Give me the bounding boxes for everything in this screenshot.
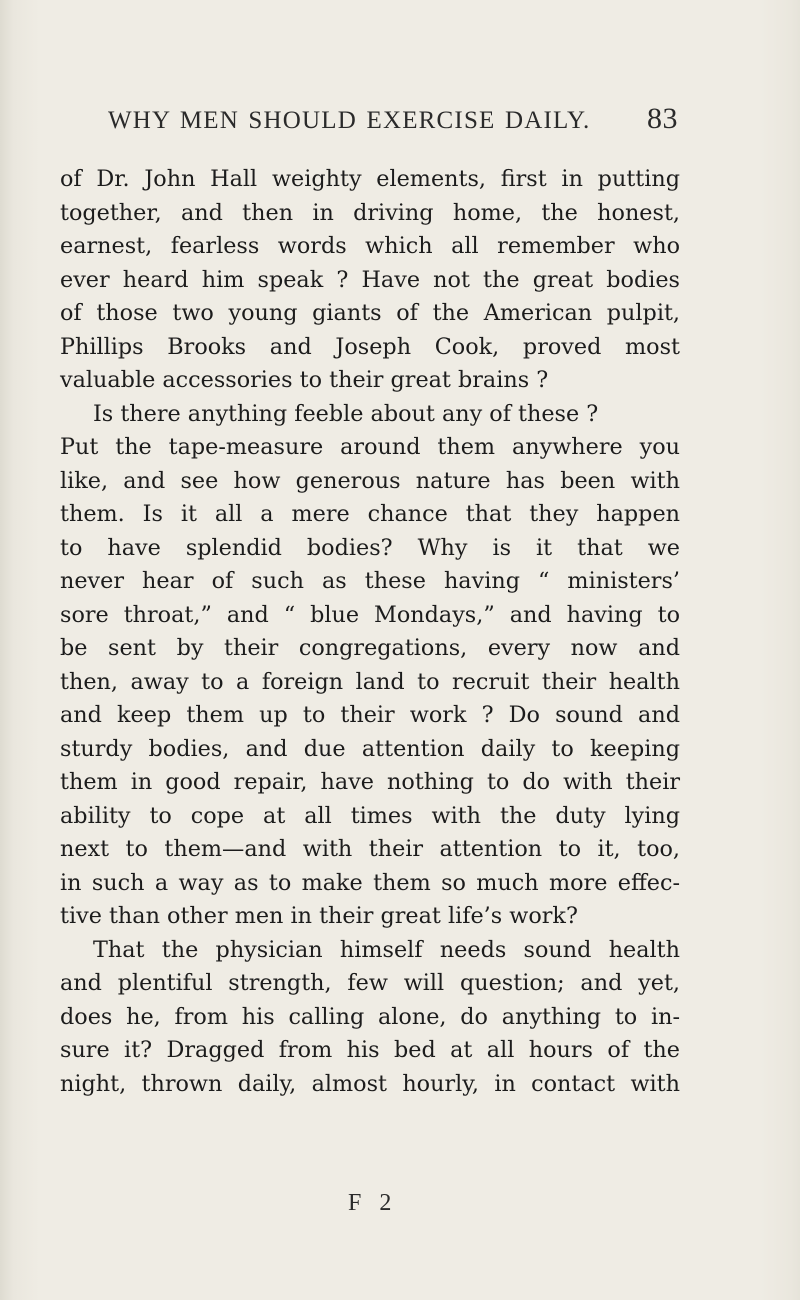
text-line: Phillips Brooks and Joseph Cook, proved most	[60, 333, 680, 360]
signature-mark: F 2	[348, 1190, 398, 1216]
text-line: sturdy bodies, and due attention daily to keeping	[60, 735, 680, 762]
text-line: earnest, fearless words which all remember who	[60, 233, 680, 259]
text-line: ever heard him speak ? Have not the great bodies	[60, 266, 680, 293]
text-line: ability to cope at all times with the duty lying	[60, 802, 680, 829]
text-line: and keep them up to their work ? Do sound and	[60, 702, 680, 728]
running-head-title: WHY MEN SHOULD EXERCISE DAILY.	[108, 107, 591, 134]
text-line: them. Is it all a mere chance that they happen	[60, 501, 680, 527]
text-line: valuable accessories to their great brains ?	[60, 367, 549, 393]
text-line: of those two young giants of the American pulpit,	[60, 300, 680, 326]
text-line: of Dr. John Hall weighty elements, first in putting	[60, 166, 680, 192]
text-line: then, away to a foreign land to recruit their health	[60, 668, 680, 695]
text-line: sore throat,” and “ blue Mondays,” and having to	[60, 601, 680, 628]
page-number: 83	[647, 102, 678, 135]
text-line: like, and see how generous nature has been with	[60, 467, 680, 494]
text-line: and plentiful strength, few will question; and yet,	[60, 970, 680, 996]
text-line: to have splendid bodies? Why is it that we	[60, 534, 680, 561]
text-line: be sent by their congregations, every now and	[60, 635, 680, 661]
text-line: next to them—and with their attention to it, too,	[60, 836, 680, 862]
running-head	[108, 102, 678, 136]
text-line: together, and then in driving home, the honest,	[60, 199, 680, 226]
text-line: in such a way as to make them so much more effec-	[60, 869, 680, 896]
text-line: That the physician himself needs sound health	[93, 936, 680, 963]
text-line: does he, from his calling alone, do anything to in-	[60, 1003, 680, 1030]
text-line: tive than other men in their great life’s work?	[60, 903, 578, 929]
text-line: them in good repair, have nothing to do with their	[60, 769, 680, 795]
text-line: night, thrown daily, almost hourly, in contact with	[60, 1070, 680, 1097]
text-line: Is there anything feeble about any of these ?	[93, 400, 599, 427]
text-line: never hear of such as these having “ ministers’	[60, 568, 680, 594]
text-line: sure it? Dragged from his bed at all hours of the	[60, 1037, 680, 1063]
text-line: Put the tape-measure around them anywhere you	[60, 434, 680, 460]
body-text	[60, 163, 680, 1101]
